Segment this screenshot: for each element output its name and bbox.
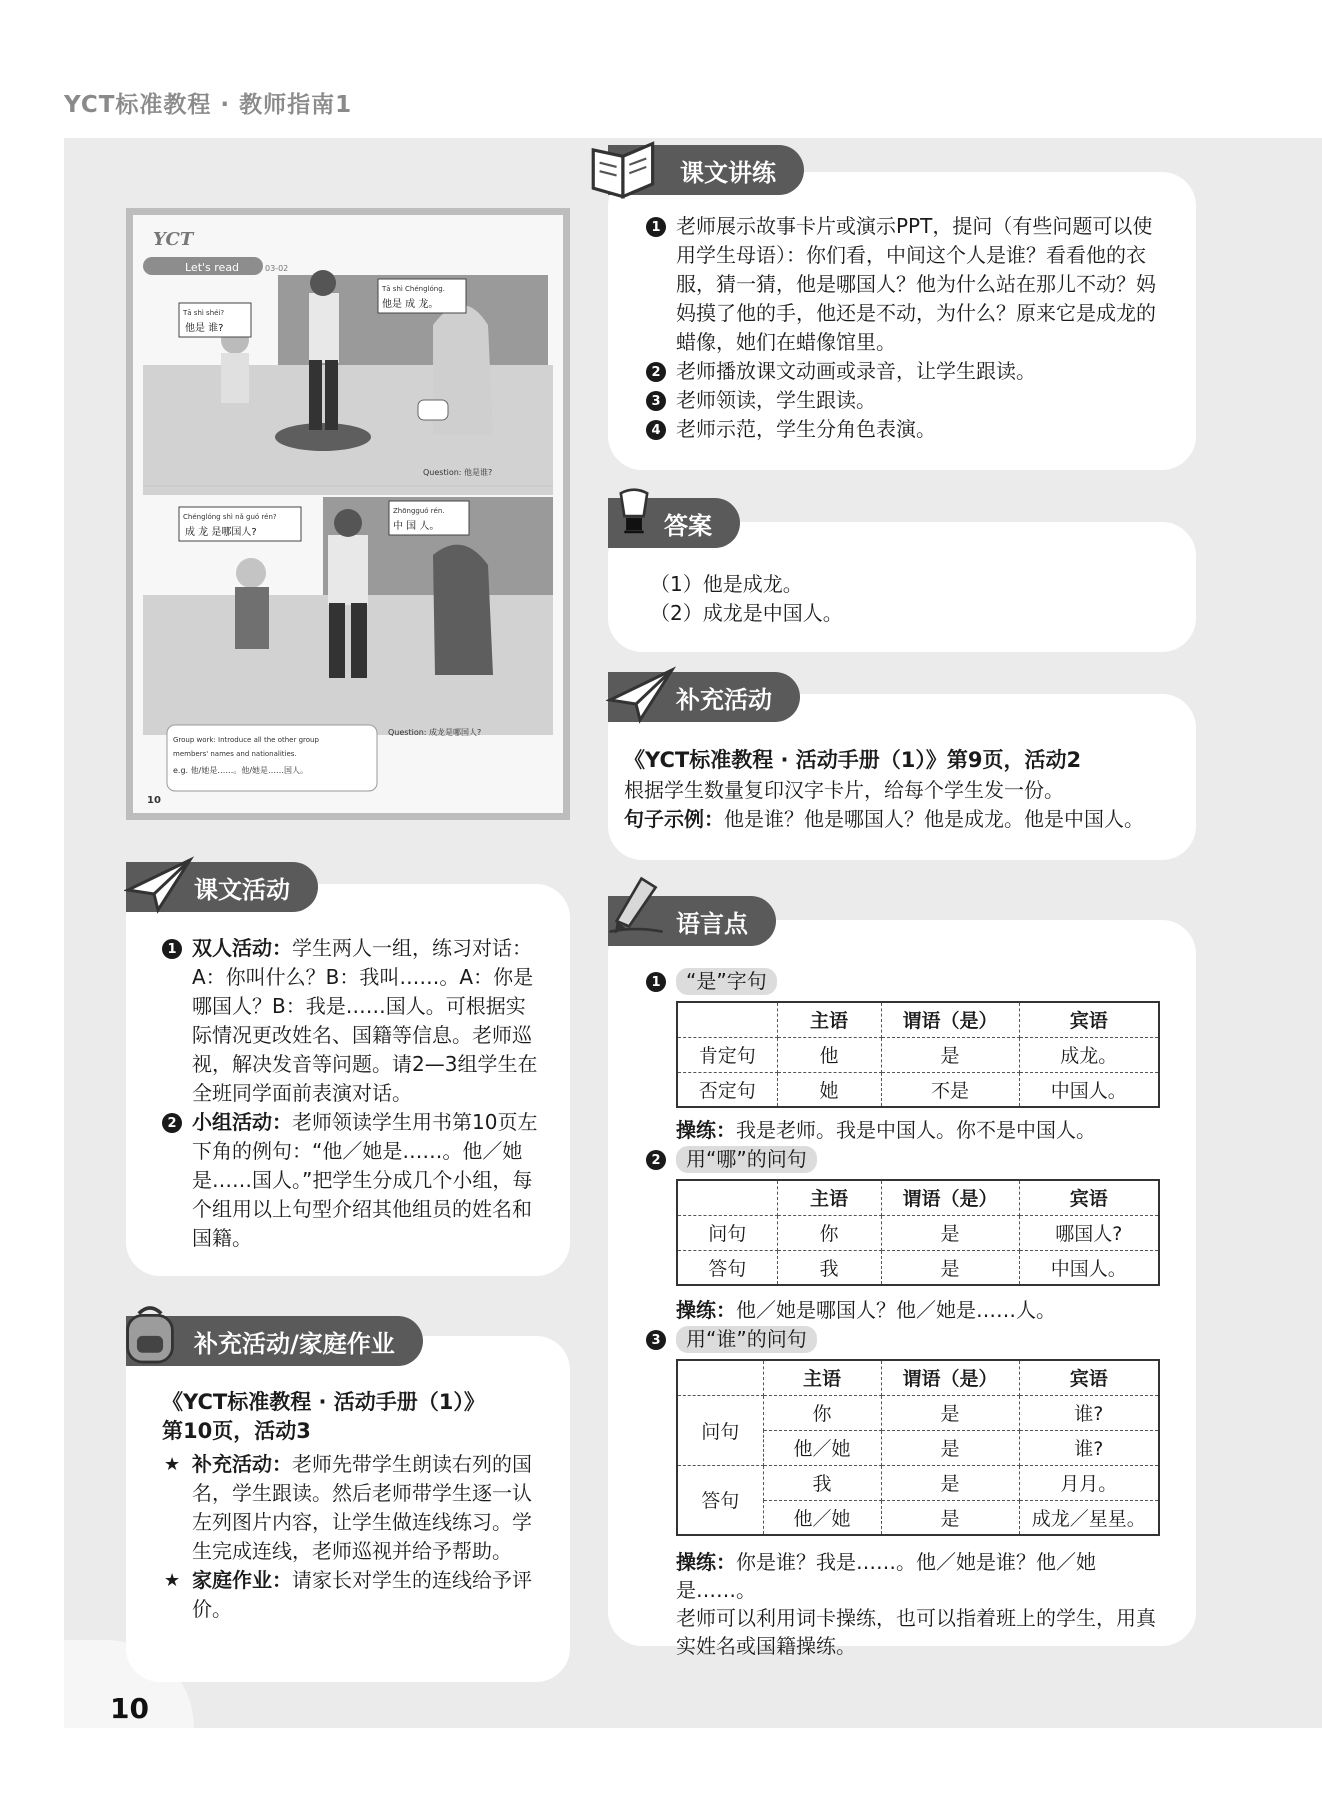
textbook-section-label: Let's read (185, 261, 240, 274)
number-1-icon: 1 (646, 972, 666, 992)
grammar-drill: 操练：我是老师。我是中国人。你不是中国人。 (676, 1118, 1096, 1142)
homework-item: ★ 家庭作业：请家长对学生的连线给予评价。 (164, 1568, 532, 1621)
grammar-point-title: 用“谁”的问句 (676, 1326, 817, 1353)
table-row: 否定句 她 不是 中国人。 (677, 1072, 1159, 1107)
lesson-practice-tab (608, 145, 804, 195)
question1: Question: 他是谁? (423, 468, 493, 477)
number-4-icon: 4 (646, 420, 666, 440)
grammar-title: 语言点 (676, 909, 748, 938)
number-2-icon: 2 (162, 1113, 182, 1133)
grammar-table-3 (676, 1359, 1160, 1536)
table-row: 答句 我 是 中国人。 (677, 1250, 1159, 1285)
table-row: 肯定句 他 是 成龙。 (677, 1037, 1159, 1072)
light-bulb-icon (612, 486, 656, 548)
textbook-page (133, 215, 563, 813)
homework-list (162, 1450, 548, 1624)
answers-list (650, 570, 843, 628)
lesson-activity-item: 2 小组活动：老师领读学生用书第10页左下角的例句：“他／她是……。他／她是……国人。”把学生分成几个小组，每个组用以上句型介绍其他组员的姓名和国籍。 (162, 1108, 538, 1253)
supplement-line: 根据学生数量复印汉字卡片，给每个学生发一份。 (624, 778, 1064, 802)
bubble1-hanzi: 他是 谁? (185, 323, 224, 334)
lesson-activity-title: 课文活动 (194, 875, 290, 904)
supplement-book-ref: 《YCT标准教程 · 活动手册（1）》第9页，活动2 (624, 748, 1082, 772)
grammar-point-1 (646, 968, 1186, 1144)
textbook-example: e.g. 他/她是……。他/她是……国人。 (173, 766, 309, 775)
lesson-activity-list (162, 934, 538, 1253)
bubble2-hanzi: 他是 成 龙。 (382, 299, 439, 310)
group-work-line1: Group work: Introduce all the other group (173, 736, 319, 744)
homework-title: 补充活动/家庭作业 (194, 1329, 395, 1358)
lesson-practice-item: 2 老师播放课文动画或录音，让学生跟读。 (646, 357, 1172, 386)
grammar-drill: 操练：你是谁？我是……。他／她是谁？他／她是……。 (676, 1550, 1096, 1602)
bubble1-pinyin: Tā shì shéi? (183, 309, 225, 317)
page-number: 10 (110, 1692, 149, 1725)
supplement-title: 补充活动 (676, 685, 772, 714)
answer-item: （1）他是成龙。 (650, 572, 803, 596)
grammar-drill: 操练：他／她是哪国人？他／她是……人。 (676, 1298, 1056, 1322)
grammar-point-3 (646, 1326, 1186, 1660)
backpack-icon (122, 1302, 178, 1368)
bubble3-hanzi: 成 龙 是哪国人? (185, 527, 257, 538)
number-1-icon: 1 (162, 939, 182, 959)
pencil-icon (606, 870, 668, 942)
homework-book-ref: 《YCT标准教程 · 活动手册（1）》 第10页，活动3 (162, 1390, 485, 1443)
open-book-icon (582, 133, 666, 203)
lesson-activity-card (126, 884, 570, 1276)
lesson-practice-title: 课文讲练 (680, 158, 776, 187)
textbook-track: 03-02 (265, 264, 289, 273)
grammar-point-title: “是”字句 (676, 968, 777, 995)
paper-plane-icon (124, 854, 194, 914)
number-2-icon: 2 (646, 1150, 666, 1170)
table-row: 问句 你 是 谁? (677, 1395, 1159, 1430)
grammar-table-1 (676, 1001, 1160, 1108)
lesson-practice-card (608, 172, 1196, 470)
lesson-activity-tab (126, 862, 318, 912)
lesson-practice-list (646, 212, 1172, 444)
lesson-practice-item: 1 老师展示故事卡片或演示PPT，提问（有些问题可以使用学生母语）：你们看，中间这个人是谁？看看他的衣服，猜一猜，他是哪国人？他为什么站在那儿不动？妈妈摸了他的手，他还是不动，为什么？原来它是成龙的蜡像，她们在蜡像馆里。 (646, 212, 1172, 357)
grammar-table-2 (676, 1179, 1160, 1286)
answer-item: （2）成龙是中国人。 (650, 601, 843, 625)
table-row: 问句 你 是 哪国人? (677, 1215, 1159, 1250)
grammar-note: 老师可以利用词卡操练，也可以指着班上的学生，用真实姓名或国籍操练。 (676, 1606, 1156, 1658)
group-work-line2: members' names and nationalities. (173, 750, 297, 758)
answers-title: 答案 (664, 511, 712, 540)
paper-plane-icon (606, 664, 676, 724)
grammar-point-title: 用“哪”的问句 (676, 1146, 817, 1173)
bubble4-hanzi: 中 国 人。 (393, 521, 440, 532)
table-header-row: 主语 谓语（是） 宾语 (677, 1180, 1159, 1215)
grammar-point-2 (646, 1146, 1186, 1324)
number-2-icon: 2 (646, 362, 666, 382)
bubble3-pinyin: Chénglóng shì nǎ guó rén? (183, 513, 277, 521)
page-header: YCT标准教程 · 教师指南1 (64, 92, 353, 118)
lesson-activity-item: 1 双人活动：学生两人一组，练习对话：A：你叫什么？B：我叫……。A：你是哪国人？B：我是……国人。可根据实际情况更改姓名、国籍等信息。老师巡视，解决发音等问题。请2—3组学生在全班同学面前表演对话。 (162, 934, 538, 1108)
star-icon: ★ (164, 1454, 181, 1475)
number-3-icon: 3 (646, 391, 666, 411)
grammar-tab (608, 896, 776, 946)
textbook-page-image (126, 208, 570, 820)
answers-tab (608, 498, 740, 548)
number-1-icon: 1 (646, 217, 666, 237)
lesson-practice-item: 3 老师领读，学生跟读。 (646, 386, 1172, 415)
number-3-icon: 3 (646, 1330, 666, 1350)
homework-card (126, 1336, 570, 1682)
table-row: 他／她 是 谁? (677, 1430, 1159, 1465)
table-row: 答句 我 是 月月。 (677, 1465, 1159, 1500)
supplement-tab (608, 672, 800, 722)
table-header-row: 主语 谓语（是） 宾语 (677, 1360, 1159, 1395)
table-header-row: 主语 谓语（是） 宾语 (677, 1002, 1159, 1037)
question2: Question: 成龙是哪国人? (388, 728, 482, 737)
lesson-practice-item: 4 老师示范，学生分角色表演。 (646, 415, 1172, 444)
homework-item: ★ 补充活动：老师先带学生朗读右列的国名，学生跟读。然后老师带学生逐一认左列图片内容，让学生做连线练习。学生完成连线，老师巡视并给予帮助。 (164, 1452, 532, 1563)
grammar-card (608, 920, 1196, 1658)
textbook-logo: YCT (153, 229, 194, 250)
textbook-page-number: 10 (147, 795, 161, 806)
star-icon: ★ (164, 1570, 181, 1591)
homework-tab (126, 1316, 423, 1366)
supplement-example: 句子示例：他是谁？他是哪国人？他是成龙。他是中国人。 (624, 807, 1144, 831)
textbook-illustration (133, 215, 563, 813)
bubble2-pinyin: Tā shì Chénglóng. (382, 285, 445, 293)
table-row: 他／她 是 成龙／星星。 (677, 1500, 1159, 1535)
bubble4-pinyin: Zhōngguó rén. (393, 507, 445, 515)
